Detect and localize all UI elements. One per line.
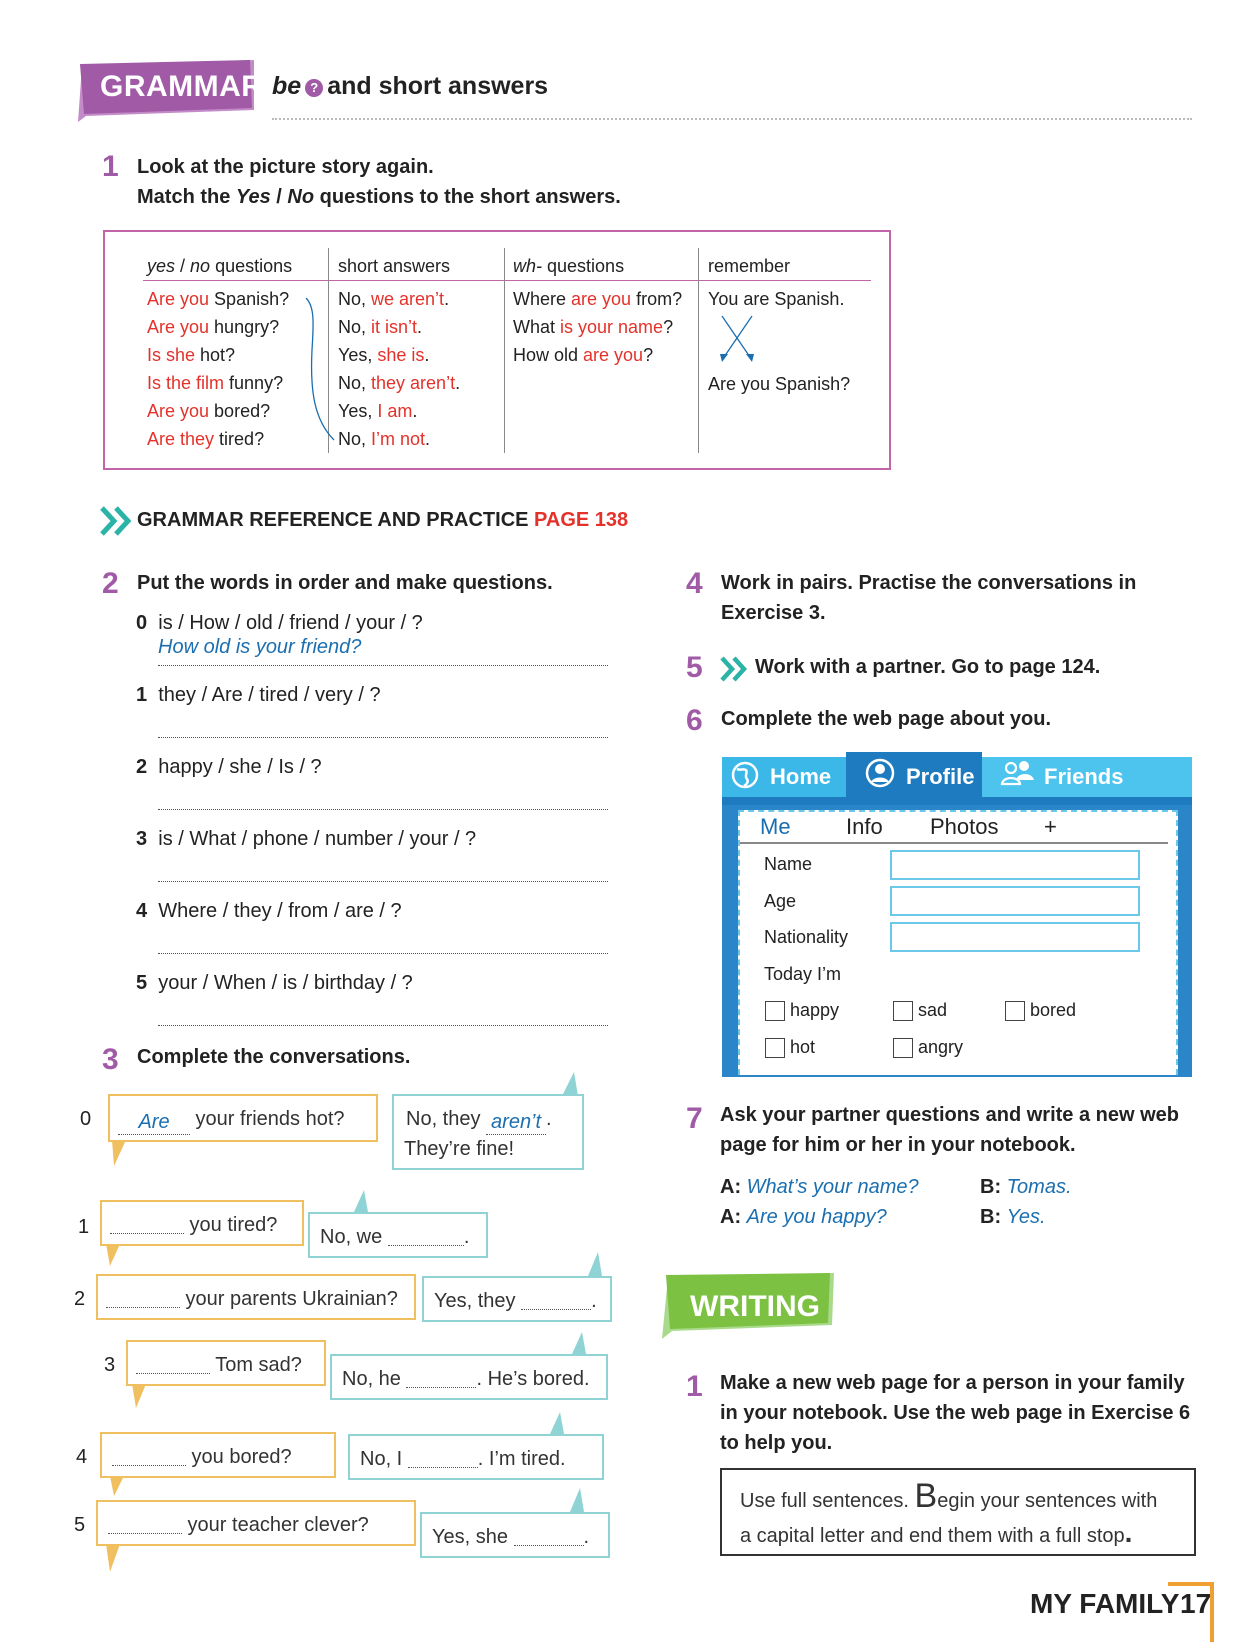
double-chevron-icon [720, 656, 750, 682]
mood-label: bored [1030, 1000, 1077, 1020]
head-wh: wh- [513, 256, 543, 276]
ex1-slash: / [270, 186, 288, 208]
table-row [147, 285, 289, 313]
answer-text [360, 1448, 566, 1471]
speaker-b-text: Yes. [1006, 1206, 1046, 1228]
table-row [513, 313, 682, 341]
q-rest: your teacher clever? [182, 1514, 369, 1536]
dialogue-line [720, 1176, 919, 1199]
q-rest: your friends hot? [190, 1108, 345, 1130]
item-words: they / Are / tired / very / ? [158, 684, 381, 706]
table-row [147, 369, 289, 397]
short-post: . [455, 373, 461, 393]
ex5-number: 5 [686, 651, 703, 684]
item-words: happy / she / Is / ? [158, 756, 322, 778]
q-rest: Tom sad? [210, 1354, 302, 1376]
field-label-name: Name [764, 854, 813, 874]
item-number: 5 [136, 972, 148, 994]
grammar-title [272, 72, 548, 101]
short-pre: Yes, [338, 401, 378, 421]
tip-text [722, 1470, 1194, 1562]
grammar-tag-label: GRAMMAR [100, 70, 264, 103]
q-rest: your parents Ukrainian? [180, 1288, 398, 1310]
table-row [338, 369, 460, 397]
col-head-remember: remember [708, 256, 791, 276]
conv-number: 3 [104, 1354, 116, 1376]
item-words: is / What / phone / number / your / ? [158, 828, 477, 850]
ex1-number: 1 [102, 150, 119, 183]
short-pre: No, [338, 373, 372, 393]
ex3-instruction: Complete the conversations. [137, 1046, 411, 1068]
ex2-item-0 [136, 612, 423, 635]
answer-line[interactable] [158, 996, 608, 1026]
q-blank[interactable] [112, 1465, 186, 1466]
a-blank[interactable] [406, 1387, 476, 1388]
table-row [147, 341, 289, 369]
tip-a: Use full sentences. [740, 1490, 915, 1512]
writing-line1: Make a new web page for a person in your family [720, 1372, 1185, 1394]
question-text [108, 1514, 369, 1537]
dialogue-line [980, 1206, 1046, 1229]
writing-ex1-number: 1 [686, 1370, 703, 1403]
answer-text [342, 1368, 590, 1391]
a-post: . [546, 1108, 552, 1130]
table-col-divider [698, 248, 699, 453]
a-blank[interactable] [408, 1467, 478, 1468]
short-column [338, 285, 460, 453]
ex7-line2: page for him or her in your notebook. [720, 1134, 1076, 1156]
checkbox-bored[interactable] [1005, 1001, 1025, 1021]
table-row [147, 313, 289, 341]
answer-line2: They’re fine! [404, 1138, 515, 1160]
title-be: be [272, 72, 302, 100]
answer-text [320, 1226, 469, 1249]
col-head-short: short answers [338, 256, 451, 276]
mood-label: sad [918, 1000, 948, 1020]
yesno-red: Is the film [147, 373, 225, 393]
wh-column [513, 285, 682, 369]
friends-icon [1000, 758, 1036, 788]
wh-red: are you [571, 289, 632, 309]
ex6-number: 6 [686, 704, 703, 737]
ex1-line2-a: Match the [137, 186, 236, 208]
short-red: I’m not [371, 429, 426, 449]
table-row [513, 285, 682, 313]
answer-line[interactable] [158, 780, 608, 810]
item-number: 2 [136, 756, 148, 778]
item-number: 4 [136, 900, 148, 922]
ex1-yes: Yes [235, 186, 271, 208]
a-pre: No, I [360, 1448, 408, 1470]
remember-question: Are you Spanish? [708, 374, 851, 394]
ex1-line2 [137, 182, 621, 212]
ex5-instruction: Work with a partner. Go to page 124. [755, 656, 1101, 678]
table-row [338, 425, 460, 453]
checkbox-angry[interactable] [893, 1038, 913, 1058]
item-number: 3 [136, 828, 148, 850]
yesno-red: Are they [147, 429, 215, 449]
nationality-input[interactable] [890, 922, 1140, 952]
bubble-tail-icon [568, 1488, 586, 1514]
q-rest: you bored? [186, 1446, 292, 1468]
name-input[interactable] [890, 850, 1140, 880]
writing-ex1-instruction [720, 1368, 1190, 1458]
a-post: . [591, 1290, 597, 1312]
a-pre: No, we [320, 1226, 388, 1248]
table-row [513, 341, 682, 369]
speaker-a-text: What’s your name? [746, 1176, 919, 1198]
answer-text [432, 1526, 589, 1549]
globe-icon [730, 760, 760, 790]
table-header-rule [143, 280, 871, 281]
reference-page: PAGE 138 [534, 509, 629, 531]
question-text [112, 1446, 292, 1469]
remember-statement: You are Spanish. [708, 289, 845, 309]
head-yes: yes [147, 256, 176, 276]
yesno-red: Are you [147, 289, 210, 309]
dialogue-line [720, 1206, 887, 1229]
wh-pre: What [513, 317, 561, 337]
a-blank[interactable] [388, 1245, 464, 1246]
checkbox-happy[interactable] [765, 1001, 785, 1021]
today-label: Today I’m [764, 964, 842, 984]
a-pre: Yes, they [434, 1290, 522, 1312]
subtab-me[interactable]: Me [760, 814, 791, 839]
short-post: . [444, 289, 450, 309]
yesno-rest: Spanish? [209, 289, 290, 309]
yesno-column [147, 285, 289, 453]
ex7-instruction [720, 1100, 1179, 1160]
table-row [147, 425, 289, 453]
writing-line3: to help you. [720, 1432, 833, 1454]
conv-number: 1 [78, 1216, 90, 1238]
yesno-rest: funny? [224, 373, 284, 393]
answer-example: How old is your friend? [158, 636, 362, 658]
speaker-a-text: Are you happy? [746, 1206, 887, 1228]
bubble-tail-icon [104, 1244, 124, 1268]
speaker-a: A: [720, 1206, 742, 1228]
user-profile-icon [864, 757, 896, 789]
ex7-line1: Ask your partner questions and write a new web [720, 1104, 1179, 1126]
subtab-photos[interactable]: Photos [930, 814, 999, 839]
conv-number: 5 [74, 1514, 86, 1536]
yesno-red: Are you [147, 317, 210, 337]
subtab-add[interactable]: + [1044, 814, 1057, 839]
a-pre: Yes, she [432, 1526, 514, 1548]
ex2-item-4 [136, 900, 402, 923]
item-words: is / How / old / friend / your / ? [158, 612, 423, 634]
reference-label: GRAMMAR REFERENCE AND PRACTICE [137, 509, 535, 531]
ex4-line2: Exercise 3. [721, 602, 826, 624]
dialogue-line [980, 1176, 1072, 1199]
yesno-rest: bored? [209, 401, 271, 421]
short-pre: Yes, [338, 345, 378, 365]
tab-home-label: Home [770, 764, 832, 789]
item-number: 0 [136, 612, 148, 634]
short-pre: No, [338, 429, 372, 449]
head-no: no [190, 256, 211, 276]
a-post: . [463, 1226, 470, 1248]
ex7-number: 7 [686, 1102, 703, 1135]
ex4-instruction [721, 568, 1136, 628]
table-row [338, 313, 460, 341]
short-red: we aren’t [371, 289, 445, 309]
short-red: it isn’t [371, 317, 418, 337]
ex1-instruction [137, 152, 621, 212]
checkbox-hot[interactable] [765, 1038, 785, 1058]
subtab-info[interactable]: Info [846, 814, 883, 839]
ex2-number: 2 [102, 567, 119, 600]
unit-title: MY FAMILY [1030, 1588, 1180, 1619]
conv-number: 2 [74, 1288, 86, 1310]
q-blank[interactable] [110, 1233, 184, 1234]
q-blank[interactable] [108, 1533, 182, 1534]
answer-line[interactable] [158, 636, 608, 666]
short-red: she is [377, 345, 425, 365]
writing-line2: in your notebook. Use the web page in Exercise 6 [720, 1402, 1191, 1424]
ex4-number: 4 [686, 567, 703, 600]
yesno-rest: hungry? [209, 317, 280, 337]
speaker-b-text: Tomas. [1006, 1176, 1072, 1198]
table-col-divider [504, 248, 505, 453]
question-text [106, 1288, 398, 1311]
a-pre: No, they [406, 1108, 487, 1130]
col-head-wh [513, 256, 624, 277]
mood-label: angry [918, 1037, 964, 1057]
head-wh-questions: questions [542, 256, 625, 276]
yesno-red: Is she [147, 345, 196, 365]
ex1-no: No [287, 186, 315, 208]
wh-red: is your name [560, 317, 664, 337]
question-text [118, 1108, 345, 1135]
tip-full-stop: . [1124, 1517, 1133, 1548]
a-blank[interactable] [514, 1545, 584, 1546]
short-post: . [425, 429, 431, 449]
conv-number: 4 [76, 1446, 88, 1468]
speaker-b: B: [980, 1176, 1002, 1198]
conv-number: 0 [80, 1108, 92, 1130]
short-red: I am [377, 401, 413, 421]
bubble-tail-icon [548, 1412, 566, 1436]
ex2-instruction: Put the words in order and make questions. [137, 572, 553, 594]
bubble-tail-icon [104, 1544, 124, 1574]
yesno-rest: hot? [195, 345, 236, 365]
q-blank[interactable]: Are [118, 1111, 190, 1135]
wh-post: ? [643, 345, 654, 365]
writing-tip-box [720, 1468, 1196, 1556]
grammar-reference-link[interactable] [137, 509, 628, 532]
a-blank[interactable]: aren’t [486, 1111, 546, 1135]
header-divider [272, 118, 1192, 120]
yesno-rest: tired? [214, 429, 265, 449]
col-head-yesno [147, 256, 292, 277]
head-slash: / [175, 256, 191, 276]
page-number: 17 [1180, 1588, 1212, 1619]
short-pre: No, [338, 317, 372, 337]
table-row [338, 285, 460, 313]
q-rest: you tired? [184, 1214, 278, 1236]
ex1-line1: Look at the picture story again. [137, 156, 434, 178]
question-text [136, 1354, 302, 1377]
short-red: they aren’t [371, 373, 456, 393]
tip-big-letter: B [914, 1477, 938, 1515]
age-input[interactable] [890, 886, 1140, 916]
bubble-tail-icon [586, 1252, 604, 1278]
bubble-tail-icon [570, 1332, 588, 1356]
head-questions: questions [210, 256, 293, 276]
title-rest: and short answers [327, 72, 549, 100]
table-row [338, 397, 460, 425]
wh-pre: How old [513, 345, 584, 365]
table-row [338, 341, 460, 369]
ex2-item-1 [136, 684, 381, 707]
double-chevron-icon [100, 506, 134, 536]
ex1-line2-b: questions to the short answers. [314, 186, 621, 208]
writing-tag-label: WRITING [690, 1290, 820, 1323]
answer-line[interactable] [158, 924, 608, 954]
swap-arrows-icon [716, 314, 760, 366]
item-words: Where / they / from / are / ? [158, 900, 402, 922]
field-label-age: Age [764, 891, 797, 911]
a-post: . I’m tired. [477, 1448, 566, 1470]
short-post: . [424, 345, 430, 365]
ex2-item-3 [136, 828, 476, 851]
ex4-line1: Work in pairs. Practise the conversations in [721, 572, 1137, 594]
bubble-tail-icon [560, 1072, 580, 1098]
answer-text [434, 1290, 597, 1313]
tip-line1 [740, 1477, 1176, 1517]
wh-pre: Where [513, 289, 572, 309]
ex2-item-2 [136, 756, 322, 779]
ex3-number: 3 [102, 1043, 119, 1076]
answer-text [406, 1108, 552, 1135]
item-words: your / When / is / birthday / ? [158, 972, 413, 994]
subtab-divider [740, 842, 1168, 844]
short-post: . [417, 317, 423, 337]
speaker-a: A: [720, 1176, 742, 1198]
yesno-red: Are you [147, 401, 210, 421]
checkbox-sad[interactable] [893, 1001, 913, 1021]
bubble-tail-icon [110, 1140, 130, 1168]
wh-post: from? [631, 289, 683, 309]
bubble-tail-icon [352, 1190, 370, 1214]
wh-red: are you [583, 345, 644, 365]
q-blank[interactable] [106, 1307, 180, 1308]
a-post: . [583, 1526, 590, 1548]
question-text [110, 1214, 277, 1237]
answer-line[interactable] [158, 852, 608, 882]
a-pre: No, he [342, 1368, 407, 1390]
tip-line2 [740, 1517, 1176, 1552]
mood-label: happy [790, 1000, 840, 1020]
short-pre: No, [338, 289, 372, 309]
tip-b: egin your sentences with [937, 1490, 1158, 1512]
tip-c: a capital letter and end them with a full stop [740, 1525, 1125, 1547]
tab-friends-label: Friends [1044, 764, 1124, 789]
tab-profile-label: Profile [906, 764, 975, 789]
speaker-b: B: [980, 1206, 1002, 1228]
match-line-icon [300, 290, 340, 450]
a-blank[interactable] [521, 1309, 591, 1310]
q-blank[interactable] [136, 1373, 210, 1374]
bubble-tail-icon [130, 1384, 150, 1410]
answer-line[interactable] [158, 708, 608, 738]
tab-strip [722, 797, 1192, 805]
table-row [147, 397, 289, 425]
wh-post: ? [663, 317, 674, 337]
ex6-instruction: Complete the web page about you. [721, 708, 1052, 730]
short-post: . [412, 401, 418, 421]
question-mark-icon: ? [305, 79, 323, 97]
item-number: 1 [136, 684, 148, 706]
field-label-nationality: Nationality [764, 927, 849, 947]
bubble-tail-icon [108, 1476, 128, 1498]
mood-label: hot [790, 1037, 816, 1057]
ex2-item-5 [136, 972, 413, 995]
a-post: . He’s bored. [476, 1368, 590, 1390]
